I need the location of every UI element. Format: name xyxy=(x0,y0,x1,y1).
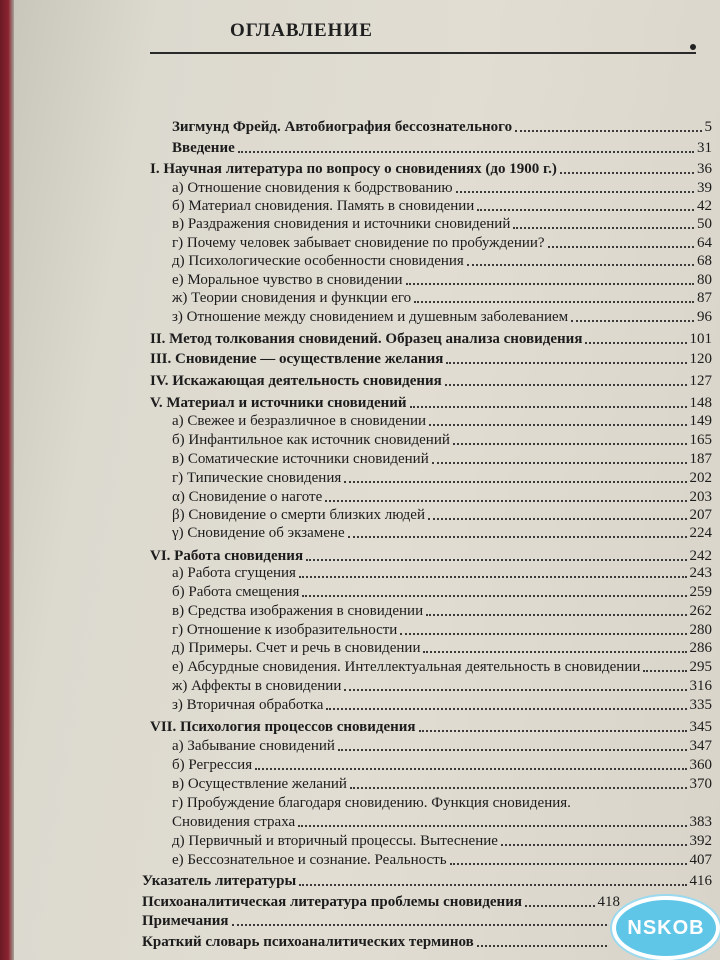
toc-entry xyxy=(172,621,712,640)
toc-entry-page: 203 xyxy=(689,489,712,505)
toc-entry-label: VII. Психология процессов сновидения xyxy=(150,719,416,735)
toc-entry xyxy=(172,851,712,870)
toc-entry-label: е) Бессознательное и сознание. Реальность xyxy=(172,852,447,868)
toc-leader-dots xyxy=(350,785,687,789)
toc-entry xyxy=(172,469,712,488)
toc-entry-page: 5 xyxy=(704,119,712,135)
toc-entry-page: 31 xyxy=(697,140,712,156)
toc-leader-dots xyxy=(400,631,686,635)
toc-entry xyxy=(172,271,712,290)
toc-entry-page: 80 xyxy=(697,272,712,288)
toc-entry xyxy=(172,179,712,198)
toc-entry-page: 101 xyxy=(689,331,712,347)
toc-entry-page: 295 xyxy=(689,659,712,675)
toc-entry-label: в) Раздражения сновидения и источники сновидений xyxy=(172,216,511,232)
toc-entry xyxy=(172,602,712,621)
toc-leader-dots xyxy=(338,747,687,751)
toc-entry-page: 36 xyxy=(697,161,712,177)
toc-leader-dots xyxy=(560,170,694,174)
toc-entry xyxy=(150,394,712,413)
toc-entry-label: а) Забывание сновидений xyxy=(172,738,335,754)
toc-entry-page: 286 xyxy=(689,640,712,656)
toc-entry-label: б) Работа смещения xyxy=(172,584,300,600)
toc-leader-dots xyxy=(571,318,694,322)
toc-leader-dots xyxy=(548,244,694,248)
toc-entry xyxy=(172,658,712,677)
toc-entry-page: 50 xyxy=(697,216,712,232)
toc-entry-page: 416 xyxy=(689,873,712,889)
toc-entry-label: в) Средства изображения в сновидении xyxy=(172,603,424,619)
toc-leader-dots xyxy=(344,687,686,691)
toc-entry xyxy=(172,775,712,794)
toc-leader-dots xyxy=(446,360,686,364)
toc-entry xyxy=(172,737,712,756)
toc-leader-dots xyxy=(326,706,686,710)
toc-entry-label: V. Материал и источники сновидений xyxy=(150,395,407,411)
toc-entry xyxy=(172,252,712,271)
toc-entry-label: в) Осуществление желаний xyxy=(172,776,347,792)
toc-entry-label: в) Соматические источники сновидений xyxy=(172,451,429,467)
toc-entry-label: з) Отношение между сновидением и душевным заболеванием xyxy=(172,309,569,325)
toc-entry xyxy=(172,639,712,658)
toc-entry-page: 149 xyxy=(689,413,712,429)
toc-entry xyxy=(142,912,610,931)
toc-entry-label: е) Абсурдные сновидения. Интеллектуальная деятельность в сновидении xyxy=(172,659,641,675)
toc-entry-label: д) Первичный и вторичный процессы. Вытеснение xyxy=(172,833,498,849)
toc-entry xyxy=(172,118,712,137)
toc-entry xyxy=(142,933,610,952)
toc-entry xyxy=(172,794,712,813)
toc-entry-page: 202 xyxy=(689,470,712,486)
toc-entry-page: 42 xyxy=(697,198,712,214)
toc-leader-dots xyxy=(414,299,694,303)
toc-entry-page: 383 xyxy=(689,814,712,830)
toc-entry-page: 224 xyxy=(689,525,712,541)
toc-leader-dots xyxy=(423,649,686,653)
toc-leader-dots xyxy=(348,534,687,538)
toc-entry-label: Краткий словарь психоаналитических терминов xyxy=(142,934,474,950)
toc-leader-dots xyxy=(428,516,687,520)
toc-entry-label: д) Примеры. Счет и речь в сновидении xyxy=(172,640,421,656)
toc-leader-dots xyxy=(515,128,701,132)
toc-entry-label: Психоаналитическая литература проблемы сновидения xyxy=(142,894,522,910)
toc-entry-page: 370 xyxy=(689,776,712,792)
toc-leader-dots xyxy=(302,593,686,597)
toc-entry-page: 259 xyxy=(689,584,712,600)
toc-entry xyxy=(172,696,712,715)
toc-entry-page: 243 xyxy=(689,565,712,581)
toc-entry-page: 407 xyxy=(689,852,712,868)
toc-entry-label: Указатель литературы xyxy=(142,873,297,889)
toc-leader-dots xyxy=(513,225,694,229)
toc-leader-dots xyxy=(501,842,687,846)
toc-entry-label: Зигмунд Фрейд. Автобиография бессознательного xyxy=(172,119,513,135)
toc-entry xyxy=(172,564,712,583)
toc-entry-label: VI. Работа сновидения xyxy=(150,548,304,564)
toc-entry-label: г) Пробуждение благодаря сновидению. Функция сновидения. xyxy=(172,795,571,811)
toc-leader-dots xyxy=(453,441,687,445)
toc-entry-page: 280 xyxy=(689,622,712,638)
toc-leader-dots xyxy=(525,903,595,907)
toc-entry-label: е) Моральное чувство в сновидении xyxy=(172,272,403,288)
toc-leader-dots xyxy=(238,149,694,153)
toc-entry-label: α) Сновидение о наготе xyxy=(172,489,323,505)
toc-entry xyxy=(142,893,620,912)
toc-entry-label: I. Научная литература по вопросу о сновидениях (до 1900 г.) xyxy=(150,161,557,177)
toc-entry-label: II. Метод толкования сновидений. Образец анализа сновидения xyxy=(150,331,583,347)
toc-entry xyxy=(172,756,712,775)
toc-entry-label: Введение xyxy=(172,140,235,156)
toc-entry xyxy=(172,215,712,234)
toc-entry-page: 120 xyxy=(689,351,712,367)
toc-leader-dots xyxy=(450,861,687,865)
toc-entry-label: з) Вторичная обработка xyxy=(172,697,324,713)
toc-leader-dots xyxy=(299,882,686,886)
toc-entry xyxy=(172,506,712,525)
toc-entry xyxy=(172,524,712,543)
toc-entry-label: г) Типические сновидения xyxy=(172,470,342,486)
toc-entry-label: б) Инфантильное как источник сновидений xyxy=(172,432,450,448)
toc-entry xyxy=(172,677,712,696)
toc-leader-dots xyxy=(467,262,694,266)
toc-entry-label: г) Почему человек забывает сновидение по пробуждении? xyxy=(172,235,545,251)
toc-leader-dots xyxy=(325,498,686,502)
toc-entry-label: а) Свежее и безразличное в сновидении xyxy=(172,413,427,429)
toc-entry xyxy=(172,431,712,450)
toc-entry-label: а) Работа сгущения xyxy=(172,565,296,581)
toc-entry-page: 262 xyxy=(689,603,712,619)
toc-entry-label: ж) Аффекты в сновидении xyxy=(172,678,342,694)
toc-entry xyxy=(172,234,712,253)
toc-entry-page: 316 xyxy=(689,678,712,694)
toc-entry-label: Примечания xyxy=(142,913,229,929)
toc-leader-dots xyxy=(432,460,687,464)
toc-entry-label: Сновидения страха xyxy=(172,814,296,830)
toc-leader-dots xyxy=(477,943,607,947)
toc-leader-dots xyxy=(344,479,686,483)
toc-leader-dots xyxy=(456,189,694,193)
toc-entry-page: 87 xyxy=(697,290,712,306)
toc-entry-label: а) Отношение сновидения к бодрствованию xyxy=(172,180,453,196)
toc-leader-dots xyxy=(406,281,694,285)
toc-entry xyxy=(150,330,712,349)
toc-entry-label: III. Сновидение — осуществление желания xyxy=(150,351,444,367)
toc-entry xyxy=(172,139,712,158)
toc-entry-page: 127 xyxy=(689,373,712,389)
toc-entry-label: д) Психологические особенности сновидения xyxy=(172,253,464,269)
toc-entry xyxy=(172,832,712,851)
toc-leader-dots xyxy=(232,922,607,926)
toc-leader-dots xyxy=(643,668,686,672)
toc-entry-page: 39 xyxy=(697,180,712,196)
toc-entry xyxy=(172,813,712,832)
toc-entry-label: г) Отношение к изобразительности xyxy=(172,622,398,638)
toc-entry-page: 345 xyxy=(689,719,712,735)
toc-entry-label: ж) Теории сновидения и функции его xyxy=(172,290,412,306)
toc-entry xyxy=(172,289,712,308)
toc-entry-page: 242 xyxy=(689,548,712,564)
toc-leader-dots xyxy=(299,574,687,578)
watermark-text: NSKOB xyxy=(627,916,705,939)
toc-entry xyxy=(150,718,712,737)
toc-leader-dots xyxy=(445,382,687,386)
toc-entry-page: 96 xyxy=(697,309,712,325)
toc-entry-page: 68 xyxy=(697,253,712,269)
toc-entry xyxy=(142,872,712,891)
toc-entry-page: 64 xyxy=(697,235,712,251)
toc-entry xyxy=(172,583,712,602)
toc-entry-page: 165 xyxy=(689,432,712,448)
toc-leader-dots xyxy=(419,728,687,732)
toc-entry xyxy=(150,160,712,179)
toc-entry-label: γ) Сновидение об экзамене xyxy=(172,525,345,541)
toc-entry-page: 335 xyxy=(689,697,712,713)
toc-leader-dots xyxy=(298,823,686,827)
toc-entry-label: б) Материал сновидения. Память в сновидении xyxy=(172,198,475,214)
toc-entry-label: IV. Искажающая деятельность сновидения xyxy=(150,373,442,389)
toc-leader-dots xyxy=(429,422,686,426)
toc-leader-dots xyxy=(306,557,686,561)
toc-entry xyxy=(172,308,712,327)
toc-leader-dots xyxy=(255,766,686,770)
toc-entry-label: β) Сновидение о смерти близких людей xyxy=(172,507,425,523)
toc-entry-page: 207 xyxy=(689,507,712,523)
toc-entry xyxy=(172,197,712,216)
toc-entry-page: 392 xyxy=(689,833,712,849)
toc-entry-page: 148 xyxy=(689,395,712,411)
toc-entry xyxy=(172,412,712,431)
toc-entry-page: 418 xyxy=(597,894,620,910)
toc-entry-label: б) Регрессия xyxy=(172,757,253,773)
toc-leader-dots xyxy=(426,612,686,616)
page-title: ОГЛАВЛЕНИЕ xyxy=(230,20,373,41)
toc-entry xyxy=(172,450,712,469)
toc-entry xyxy=(172,488,712,507)
toc-entry-page: 360 xyxy=(689,757,712,773)
watermark-logo xyxy=(612,896,720,960)
toc-leader-dots xyxy=(477,207,694,211)
toc-leader-dots xyxy=(585,340,686,344)
toc-entry xyxy=(150,372,712,391)
toc-entry xyxy=(150,350,712,369)
toc-leader-dots xyxy=(410,404,687,408)
toc-entry-page: 347 xyxy=(689,738,712,754)
toc-entry-page: 187 xyxy=(689,451,712,467)
